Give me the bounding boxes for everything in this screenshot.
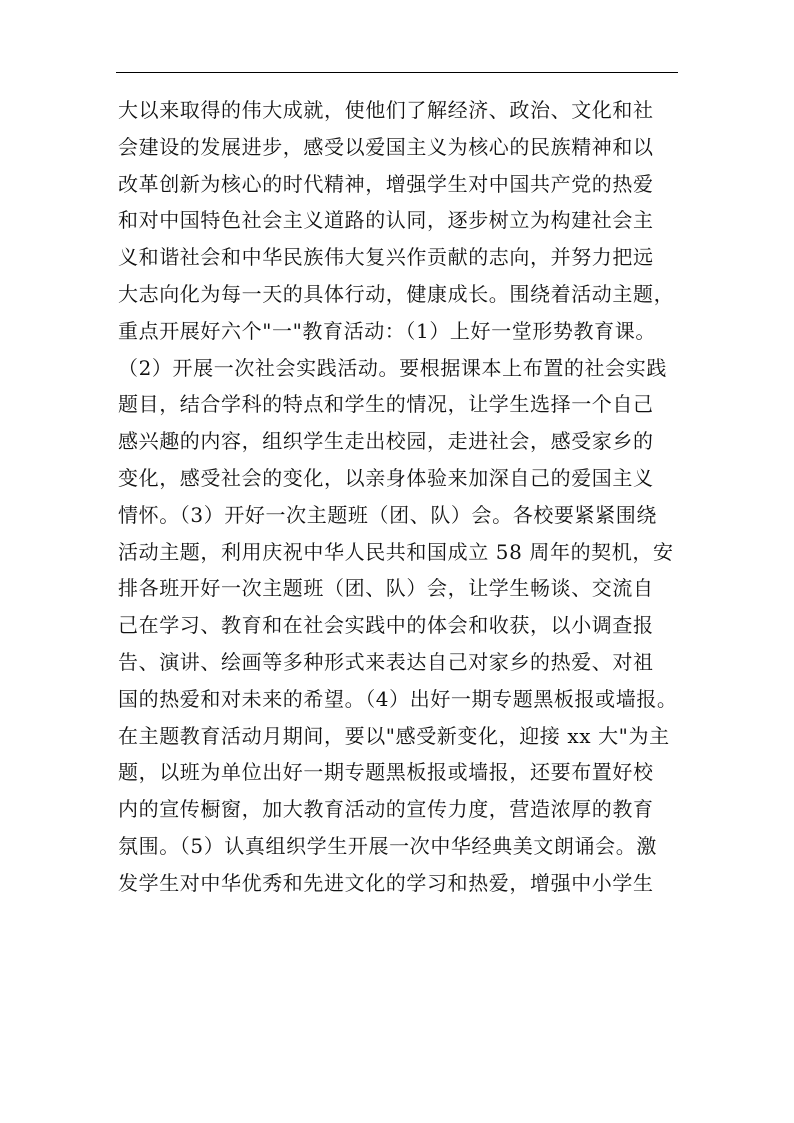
text-line: 氛围。（5）认真组织学生开展一次中华经典美文朗诵会。激 (118, 833, 657, 858)
text-line: 发学生对中华优秀和先进文化的学习和热爱，增强中小学生 (118, 870, 654, 895)
text-line: 变化，感受社会的变化，以亲身体验来加深自己的爱国主义 (118, 465, 654, 490)
text-line: 大以来取得的伟大成就，使他们了解经济、政治、文化和社 (118, 98, 654, 122)
text-line: 会建设的发展进步，感受以爱国主义为核心的民族精神和以 (118, 134, 654, 159)
text-line: 重点开展好六个"一"教育活动：（1）上好一堂形势教育课。 (118, 318, 656, 343)
text-line: 义和谐社会和中华民族伟大复兴作贡献的志向，并努力把远 (118, 245, 654, 270)
text-line: （2）开展一次社会实践活动。要根据课本上布置的社会实践 (118, 355, 667, 380)
text-line: 题目，结合学科的特点和学生的情况，让学生选择一个自己 (118, 392, 654, 417)
text-line: 排各班开好一次主题班（团、队）会，让学生畅谈、交流自 (118, 576, 654, 601)
text-line: 在主题教育活动月期间，要以"感受新变化，迎接 xx 大"为主 (118, 723, 670, 748)
text-line: 内的宣传橱窗，加大教育活动的宣传力度，营造浓厚的教育 (118, 797, 654, 822)
header-rule (116, 72, 678, 73)
text-line: 大志向化为每一天的具体行动，健康成长。围绕着活动主题， (118, 281, 675, 306)
text-line: 和对中国特色社会主义道路的认同，逐步树立为构建社会主 (118, 208, 654, 233)
text-line: 己在学习、教育和在社会实践中的体会和收获，以小调查报 (118, 613, 654, 638)
document-body (118, 92, 684, 902)
text-line: 题，以班为单位出好一期专题黑板报或墙报，还要布置好校 (118, 760, 654, 785)
text-line: 情怀。（3）开好一次主题班（团、队）会。各校要紧紧围绕 (118, 502, 657, 527)
text-line: 改革创新为核心的时代精神，增强学生对中国共产党的热爱 (118, 171, 654, 196)
text-line: 感兴趣的内容，组织学生走出校园，走进社会，感受家乡的 (118, 429, 654, 454)
text-line: 国的热爱和对未来的希望。（4）出好一期专题黑板报或墙报。 (118, 686, 678, 711)
text-line: 活动主题，利用庆祝中华人民共和国成立 58 周年的契机，安 (118, 539, 674, 564)
text-line: 告、演讲、绘画等多种形式来表达自己对家乡的热爱、对祖 (118, 649, 654, 674)
